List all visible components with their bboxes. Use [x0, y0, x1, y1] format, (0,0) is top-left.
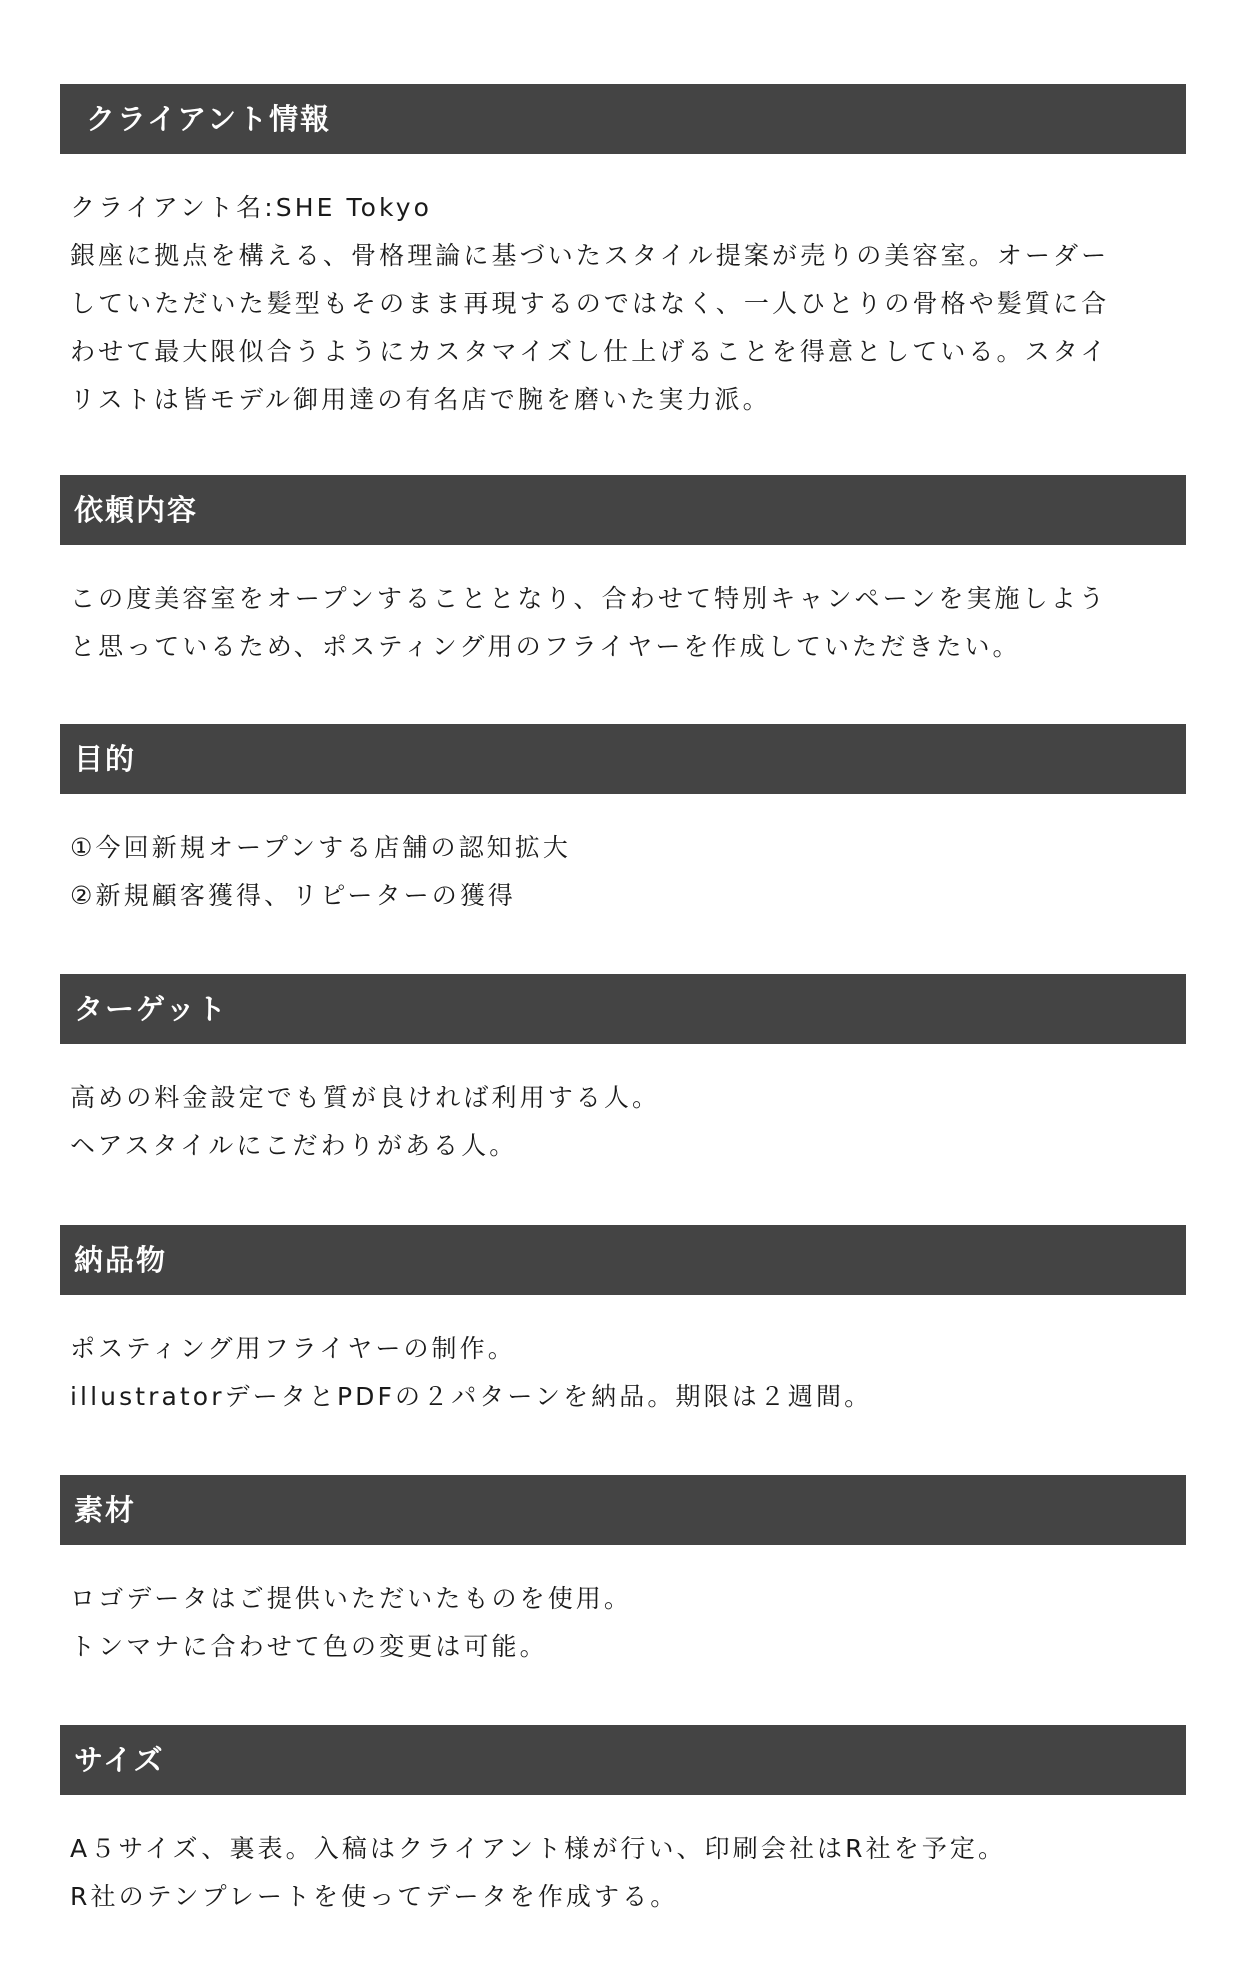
section-size [60, 1725, 1186, 1921]
section-target [60, 974, 1186, 1170]
section-purpose [60, 724, 1186, 920]
client-name-line: クライアント名:SHE Tokyo [70, 193, 433, 222]
deliverables-line: illustratorデータとPDFの２パターンを納品。期限は２週間。 [70, 1382, 873, 1411]
section-body-deliverables [60, 1325, 1186, 1421]
section-request [60, 475, 1186, 671]
section-title-materials: 素材 [60, 1475, 1186, 1545]
size-line: A５サイズ、裏表。入稿はクライアント様が行い、印刷会社はR社を予定。 [70, 1834, 1007, 1863]
section-title-size: サイズ [60, 1725, 1186, 1795]
client-description-line: わせて最大限似合うようにカスタマイズし仕上げることを得意としている。スタイ [70, 337, 1109, 366]
size-line: R社のテンプレートを使ってデータを作成する。 [70, 1882, 679, 1911]
section-body-client-info [60, 184, 1186, 424]
section-title-target: ターゲット [60, 974, 1186, 1044]
section-body-target [60, 1074, 1186, 1170]
client-description-line: 銀座に拠点を構える、骨格理論に基づいたスタイル提案が売りの美容室。オーダー [70, 241, 1110, 270]
target-line: ヘアスタイルにこだわりがある人。 [70, 1131, 518, 1160]
section-deliverables [60, 1225, 1186, 1421]
materials-line: トンマナに合わせて色の変更は可能。 [70, 1632, 548, 1661]
section-client-info [60, 84, 1186, 424]
target-line: 高めの料金設定でも質が良ければ利用する人。 [70, 1083, 661, 1112]
client-description-line: リストは皆モデル御用達の有名店で腕を磨いた実力派。 [70, 385, 771, 414]
section-body-size [60, 1825, 1186, 1921]
section-title-deliverables: 納品物 [60, 1225, 1186, 1295]
section-body-request [60, 575, 1186, 671]
request-line: この度美容室をオープンすることとなり、合わせて特別キャンペーンを実施しよう [70, 584, 1107, 613]
section-body-materials [60, 1575, 1186, 1671]
materials-line: ロゴデータはご提供いただいたものを使用。 [70, 1584, 633, 1613]
request-line: と思っているため、ポスティング用のフライヤーを作成していただきたい。 [70, 632, 1021, 661]
client-description-line: していただいた髪型もそのまま再現するのではなく、一人ひとりの骨格や髪質に合 [70, 289, 1110, 318]
purpose-item: ②新規顧客獲得、リピーターの獲得 [70, 881, 517, 910]
section-title-request: 依頼内容 [60, 475, 1186, 545]
section-title-purpose: 目的 [60, 724, 1186, 794]
purpose-item: ①今回新規オープンする店舗の認知拡大 [70, 833, 571, 862]
section-materials [60, 1475, 1186, 1671]
deliverables-line: ポスティング用フライヤーの制作。 [70, 1334, 516, 1363]
section-title-client-info: クライアント情報 [60, 84, 1186, 154]
section-body-purpose [60, 824, 1186, 920]
